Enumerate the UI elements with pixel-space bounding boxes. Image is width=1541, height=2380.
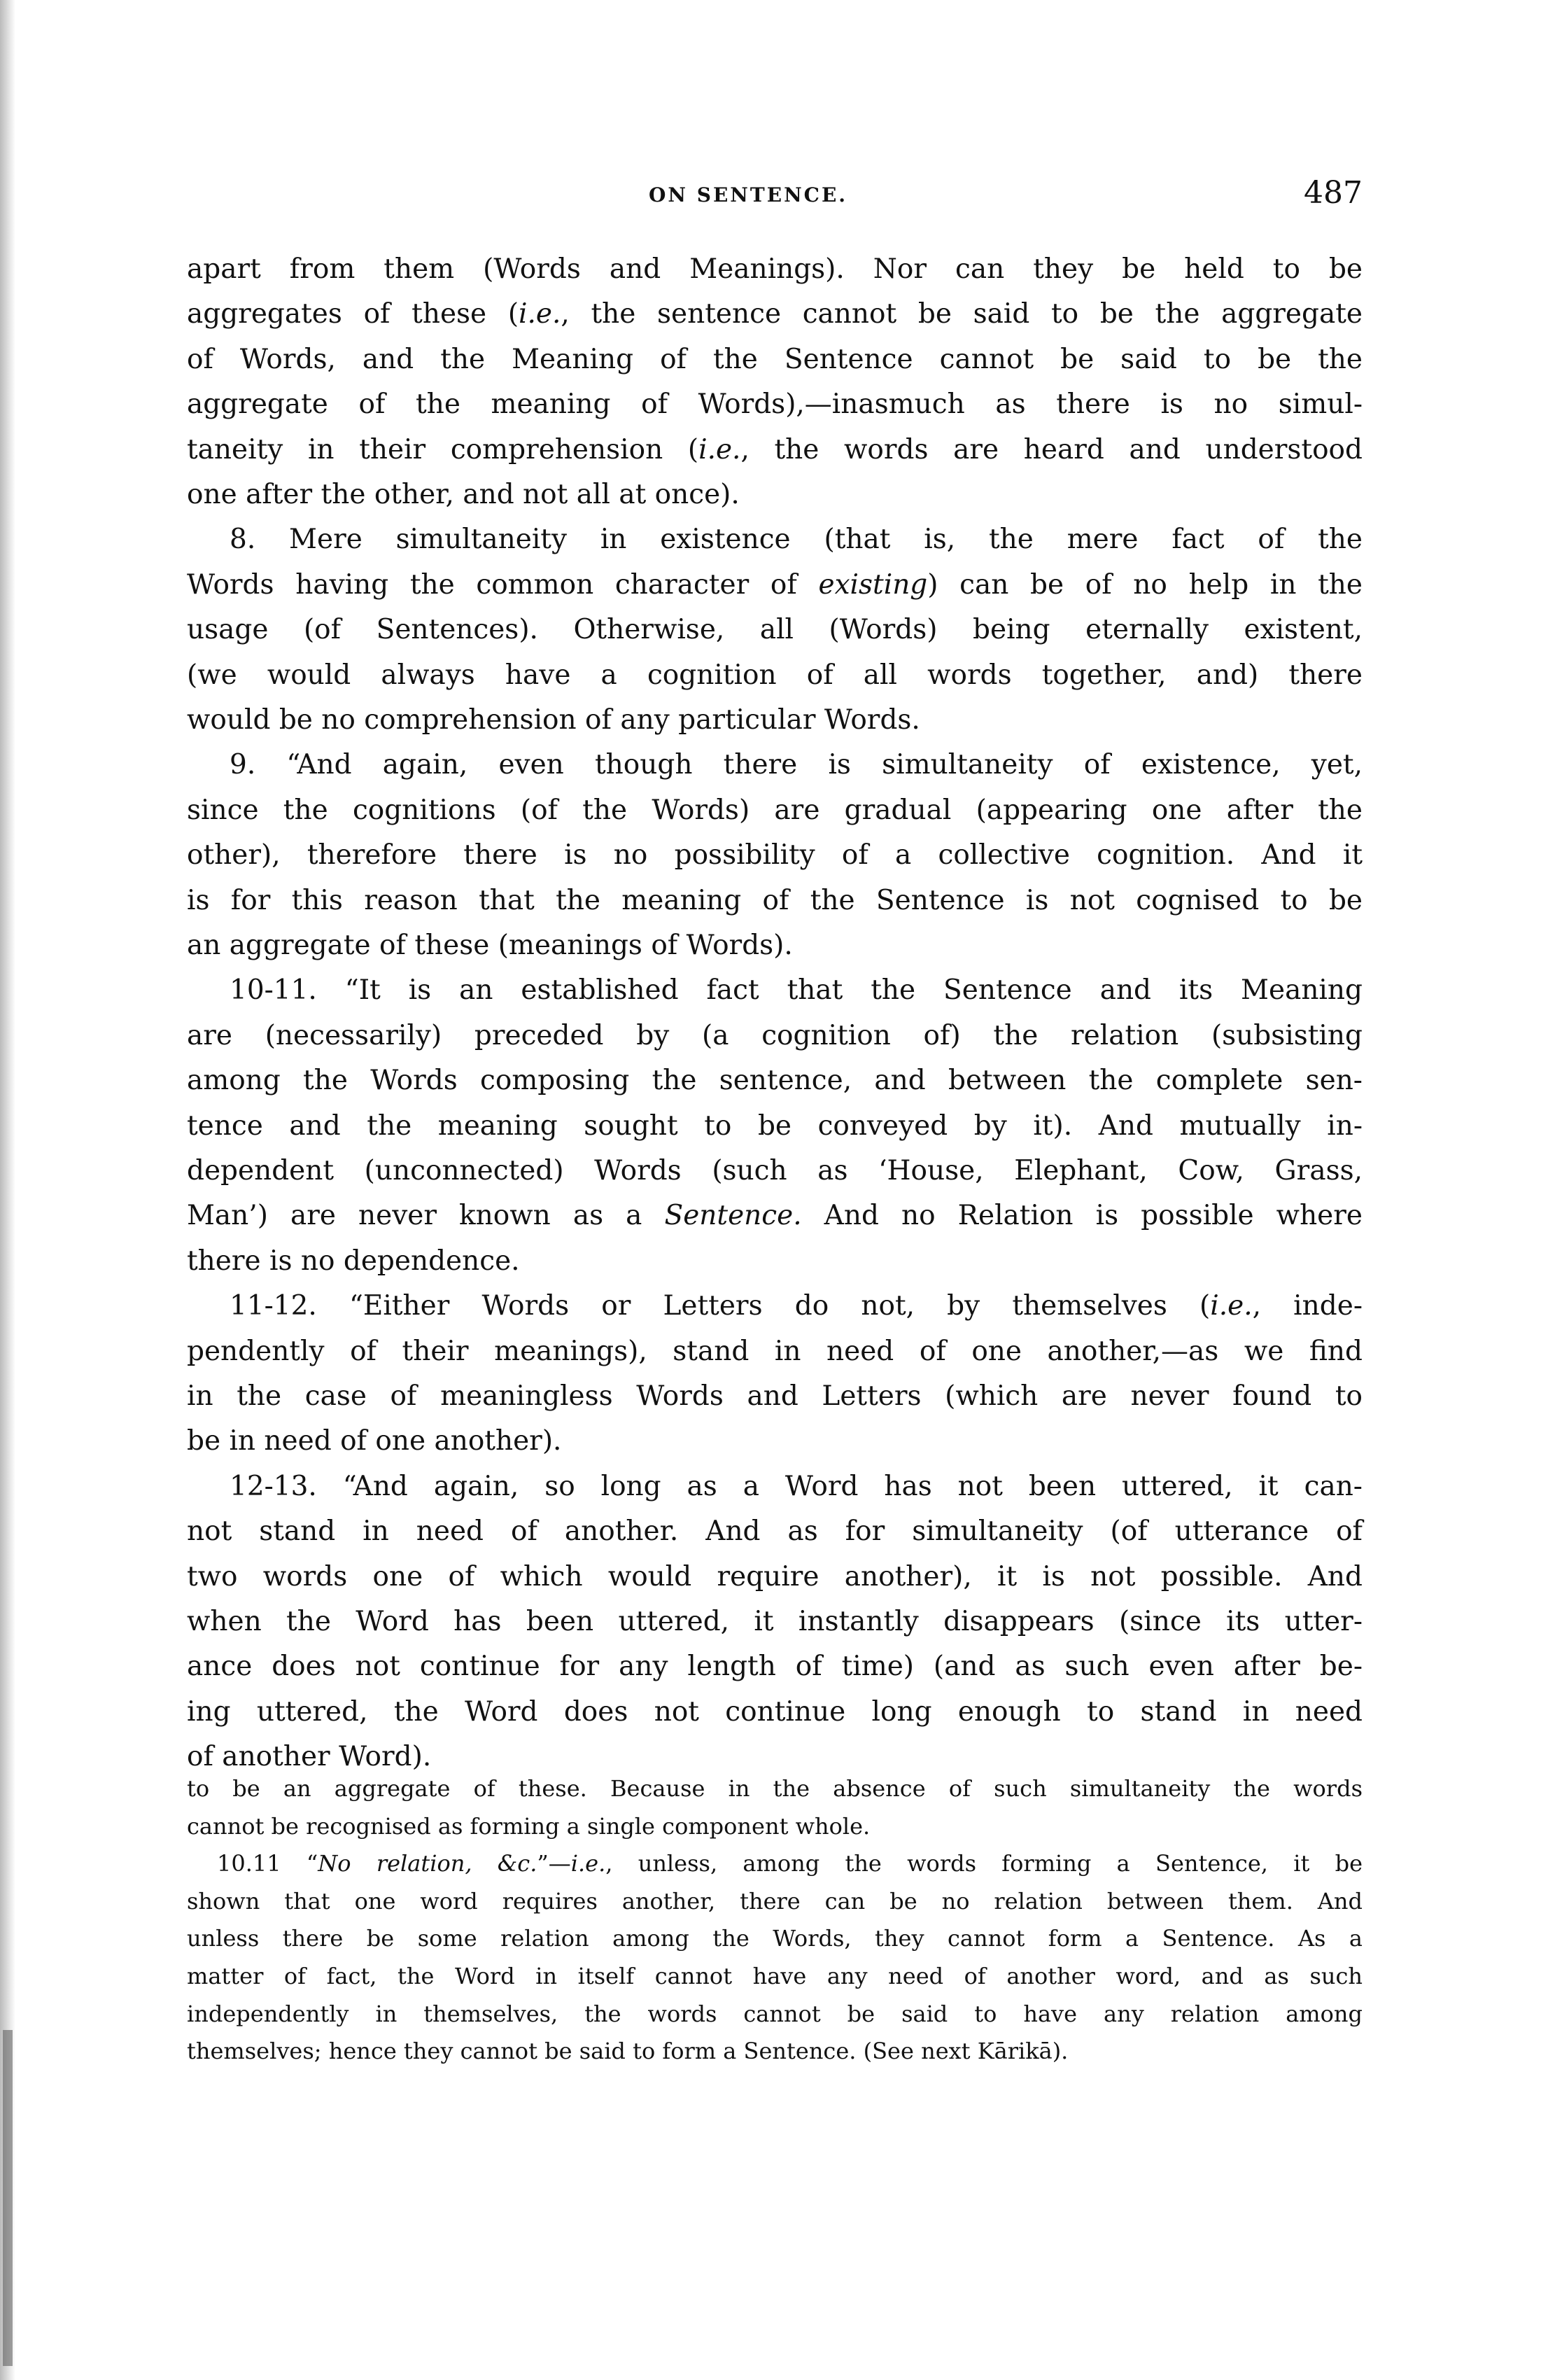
text-line [187,1561,1363,1592]
footnote-line [217,1850,1363,1877]
text-segment: would be no comprehension of any particular Words. [187,704,920,736]
text-line [187,1651,1363,1682]
text-line [187,298,1363,330]
italic-segment: i.e. [570,1850,606,1877]
text-line [187,1336,1363,1367]
text-line [187,1110,1363,1142]
text-segment: is for this reason that the meaning of the Sentence is not cognised to be [187,884,1363,916]
text-segment: dependent (unconnected) Words (such as ‘House, Elephant, Cow, Grass, [187,1155,1363,1186]
text-line [187,1020,1363,1051]
text-line [187,704,1363,736]
text-segment: 10-11. “It is an established fact that the Sentence and its Meaning [230,974,1363,1007]
text-line [187,794,1363,826]
text-line [187,1741,1363,1772]
text-line [187,1425,1363,1457]
text-line [230,749,1363,780]
text-segment: there is no dependence. [187,1245,520,1277]
text-segment: , the words are heard and understood [740,433,1363,465]
text-segment: , inde- [1252,1290,1363,1322]
text-segment: in the case of meaningless Words and Letters (which are never found to [187,1380,1363,1412]
text-line [187,388,1363,420]
text-segment: 10.11 “ [217,1850,318,1877]
text-line [187,434,1363,465]
page-number: 487 [1304,175,1363,211]
text-segment: 8. Mere simultaneity in existence (that is, the mere fact of the [230,524,1363,556]
text-segment: apart from them (Words and Meanings). Nor can they be held to be [187,253,1363,285]
text-segment: Man’) are never known as a [187,1200,665,1232]
text-segment: ”— [537,1850,571,1877]
text-segment: since the cognitions (of the Words) are gradual (appearing one after the [187,794,1363,826]
text-segment: ) can be of no help in the [927,568,1363,601]
text-segment: ing uttered, the Word does not continue long enough to stand in need [187,1695,1363,1728]
text-segment: when the Word has been uttered, it instantly disappears (since its utter- [187,1606,1363,1637]
text-segment: not stand in need of another. And as for simultaneity (of utterance of [187,1516,1363,1548]
text-line [187,569,1363,601]
text-line [187,1245,1363,1277]
text-line [187,614,1363,645]
text-segment: to be an aggregate of these. Because in the absence of such simultaneity the words [187,1775,1363,1802]
scan-page-edge [0,0,15,2380]
italic-segment: Sentence. [664,1200,802,1232]
text-segment: ance does not continue for any length of time) (and as such even after be- [187,1651,1363,1683]
text-line [187,479,1363,510]
text-segment: cannot be recognised as forming a single component whole. [187,1812,871,1840]
text-segment: pendently of their meanings), stand in need of one another,—as we find [187,1335,1363,1367]
running-head-title: ON SENTENCE. [649,183,848,206]
text-segment: tence and the meaning sought to be conveyed by it). And mutually in- [187,1110,1363,1142]
text-line [187,930,1363,961]
text-segment: themselves; hence they cannot be said to form a Sentence. (See next Kārikā). [187,2038,1069,2065]
text-segment: be in need of one another). [187,1425,562,1457]
text-line [187,1696,1363,1728]
text-segment: (we would always have a cognition of all words together, and) there [187,659,1363,691]
text-line [187,1380,1363,1412]
text-segment: 9. “And again, even though there is simultaneity of existence, yet, [230,749,1363,781]
footnote-line [187,2001,1363,2027]
text-line [187,1200,1363,1231]
text-line [187,253,1363,285]
text-line [187,344,1363,375]
text-segment: And no Relation is possible where [801,1200,1363,1232]
text-line [187,1516,1363,1547]
text-segment: aggregate of the meaning of Words),—inasmuch as there is no simul- [187,388,1363,421]
text-line [230,524,1363,555]
text-segment: matter of fact, the Word in itself cannot have any need of another word, and as such [187,1963,1363,1989]
italic-segment: i.e. [698,433,741,465]
footnote-line [187,2038,1363,2064]
text-segment: 11-12. “Either Words or Letters do not, by themselves ( [230,1290,1211,1322]
text-segment: of another Word). [187,1741,432,1773]
text-segment: of Words, and the Meaning of the Sentence cannot be said to be the [187,343,1363,375]
footnote-line [187,1925,1363,1952]
text-segment: are (necessarily) preceded by (a cognition of) the relation (subsisting [187,1019,1363,1051]
text-segment: , unless, among the words forming a Sentence, it be [605,1850,1363,1877]
text-segment: other), therefore there is no possibility of a collective cognition. And it [187,839,1363,872]
footnote-line [187,1888,1363,1914]
text-segment: an aggregate of these (meanings of Words). [187,930,793,961]
text-segment: taneity in their comprehension ( [187,433,699,465]
footnote-line [187,1775,1363,1802]
italic-segment: i.e. [519,298,561,330]
footnote-line [187,1963,1363,1989]
italic-segment: No relation, &c. [318,1850,537,1877]
text-segment: one after the other, and not all at once). [187,479,740,510]
text-line [230,1471,1363,1502]
text-line [230,974,1363,1006]
text-segment: unless there be some relation among the Words, they cannot form a Sentence. As a [187,1925,1363,1952]
text-segment: Words having the common character of [187,568,819,601]
text-line [187,1155,1363,1186]
text-line [187,1606,1363,1637]
text-segment: , the sentence cannot be said to be the aggregate [561,298,1363,330]
footnote-line [187,1813,1363,1840]
text-line [187,659,1363,691]
text-segment: aggregates of these ( [187,298,519,330]
text-segment: 12-13. “And again, so long as a Word has not been uttered, it can- [230,1470,1363,1502]
text-line [187,1065,1363,1096]
text-segment: independently in themselves, the words cannot be said to have any relation among [187,2000,1363,2027]
italic-segment: i.e. [1210,1290,1253,1322]
text-line [187,885,1363,916]
text-segment: among the Words composing the sentence, and between the complete sen- [187,1065,1363,1097]
text-segment: two words one of which would require another), it is not possible. And [187,1560,1363,1592]
italic-segment: existing [818,568,928,601]
text-line [230,1290,1363,1322]
text-line [187,839,1363,871]
running-head [187,175,1363,217]
text-segment: usage (of Sentences). Otherwise, all (Words) being eternally existent, [187,614,1363,646]
scan-binding-shadow [3,2030,13,2366]
text-segment: shown that one word requires another, there can be no relation between them. And [187,1887,1363,1914]
